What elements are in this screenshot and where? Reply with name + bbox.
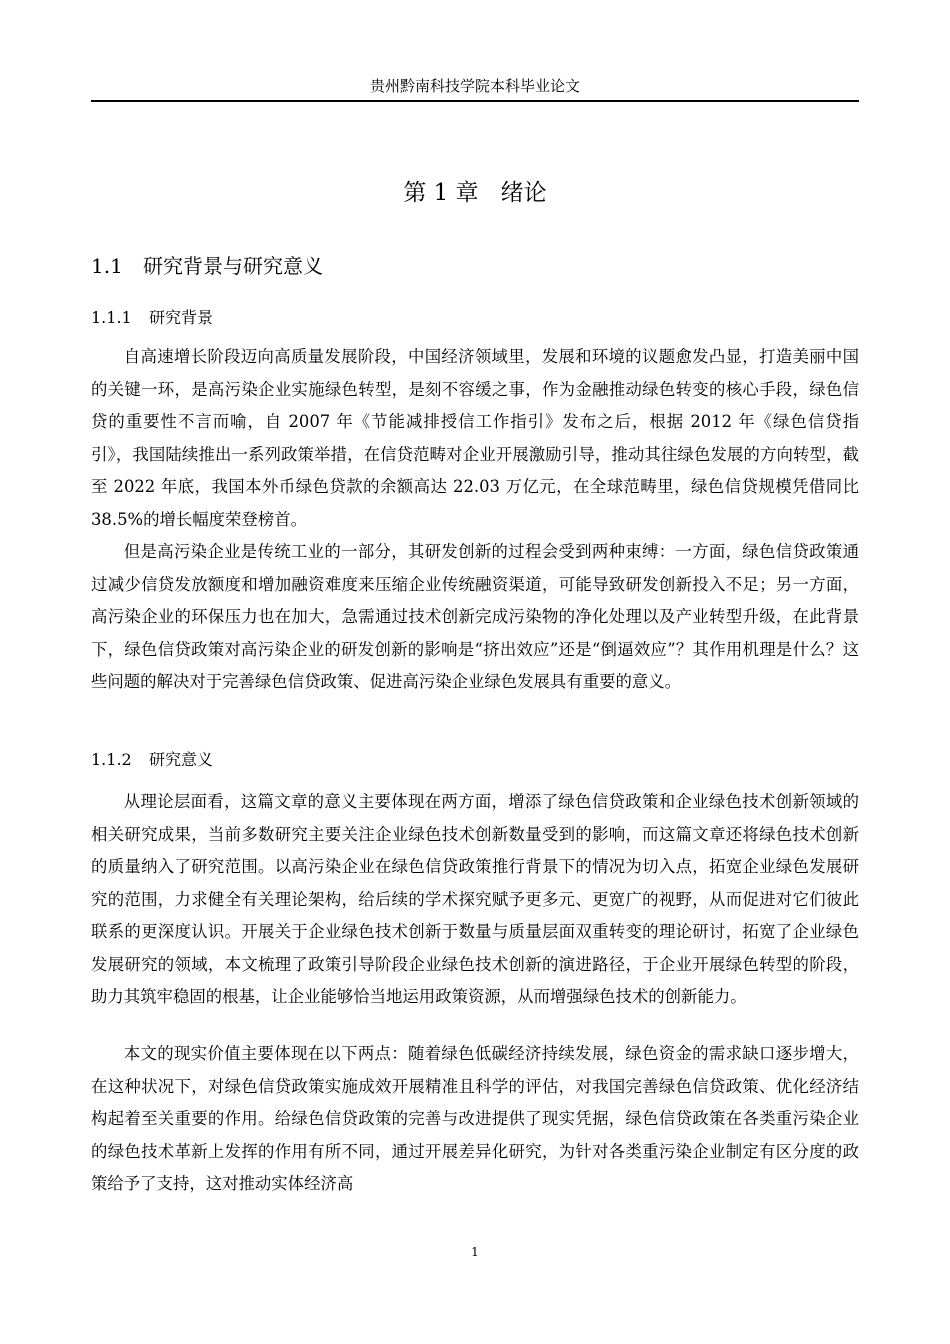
body-paragraph: 自高速增长阶段迈向高质量发展阶段，中国经济领域里，发展和环境的议题愈发凸显，打造美丽中国的关键一环，是高污染企业实施绿色转型，是刻不容缓之事，作为金融推动绿色转变的核心手段，绿色信贷的重要性不言而喻，自 2007 年《节能减排授信工作指引》发布之后，根据 2012 年《绿色信贷指引》，我国陆续推出一系列政策举措，在信贷范畴对企业开展激励引导，推动其往绿色发展的方向转型，截至 2022 年底，我国本外币绿色贷款的余额高达 22.03 万亿元，在全球范畴里，绿色信贷规模凭借同比 38.5%的增长幅度荣登榜首。 — [91, 347, 859, 529]
chapter-number: 第 1 章 — [403, 180, 479, 206]
subsection-title: 研究意义 — [149, 750, 214, 769]
chapter-title-text: 绪论 — [500, 180, 547, 206]
chapter-title — [91, 178, 859, 208]
body-paragraph: 本文的现实价值主要体现在以下两点：随着绿色低碳经济持续发展，绿色资金的需求缺口逐步增大，在这种状况下，对绿色信贷政策实施成效开展精准且科学的评估，对我国完善绿色信贷政策、优化经济结构起着至关重要的作用。给绿色信贷政策的完善与改进提供了现实凭据，绿色信贷政策在各类重污染企业的绿色技术革新上发挥的作用有所不同，通过开展差异化研究，为针对各类重污染企业制定有区分度的政策给予了支持，这对推动实体经济高 — [91, 1044, 859, 1193]
section-number: 1.1 — [91, 254, 123, 278]
header-rule — [91, 100, 859, 102]
running-header: 贵州黔南科技学院本科毕业论文 — [369, 77, 580, 95]
body-paragraph: 从理论层面看，这篇文章的意义主要体现在两方面，增添了绿色信贷政策和企业绿色技术创新领域的相关研究成果，当前多数研究主要关注企业绿色技术创新数量受到的影响，而这篇文章还将绿色技术创新的质量纳入了研究范围。以高污染企业在绿色信贷政策推行背景下的情况为切入点，拓宽企业绿色发展研究的范围，力求健全有关理论架构，给后续的学术探究赋予更多元、更宽广的视野，从而促进对它们彼此联系的更深度认识。开展关于企业绿色技术创新于数量与质量层面双重转变的理论研讨，拓宽了企业绿色发展研究的领域，本文梳理了政策引导阶段企业绿色技术创新的演进路径，于企业开展绿色转型的阶段，助力其筑牢稳固的根基，让企业能够恰当地运用政策资源，从而增强绿色技术的创新能力。 — [91, 792, 859, 1006]
subsection-heading — [91, 307, 213, 329]
section-heading — [91, 252, 323, 280]
page-number: 1 — [471, 1245, 479, 1259]
subsection-number: 1.1.2 — [91, 750, 132, 769]
subsection-title: 研究背景 — [149, 308, 214, 327]
section-title: 研究背景与研究意义 — [143, 254, 323, 278]
body-paragraph: 但是高污染企业是传统工业的一部分，其研发创新的过程会受到两种束缚：一方面，绿色信贷政策通过减少信贷发放额度和增加融资难度来压缩企业传统融资渠道，可能导致研发创新投入不足；另一方面，高污染企业的环保压力也在加大，急需通过技术创新完成污染物的净化处理以及产业转型升级，在此背景下，绿色信贷政策对高污染企业的研发创新的影响是“挤出效应”还是“倒逼效应”？其作用机理是什么？这些问题的解决对于完善绿色信贷政策、促进高污染企业绿色发展具有重要的意义。 — [91, 542, 859, 691]
subsection-number: 1.1.1 — [91, 308, 132, 327]
subsection-heading — [91, 749, 213, 771]
